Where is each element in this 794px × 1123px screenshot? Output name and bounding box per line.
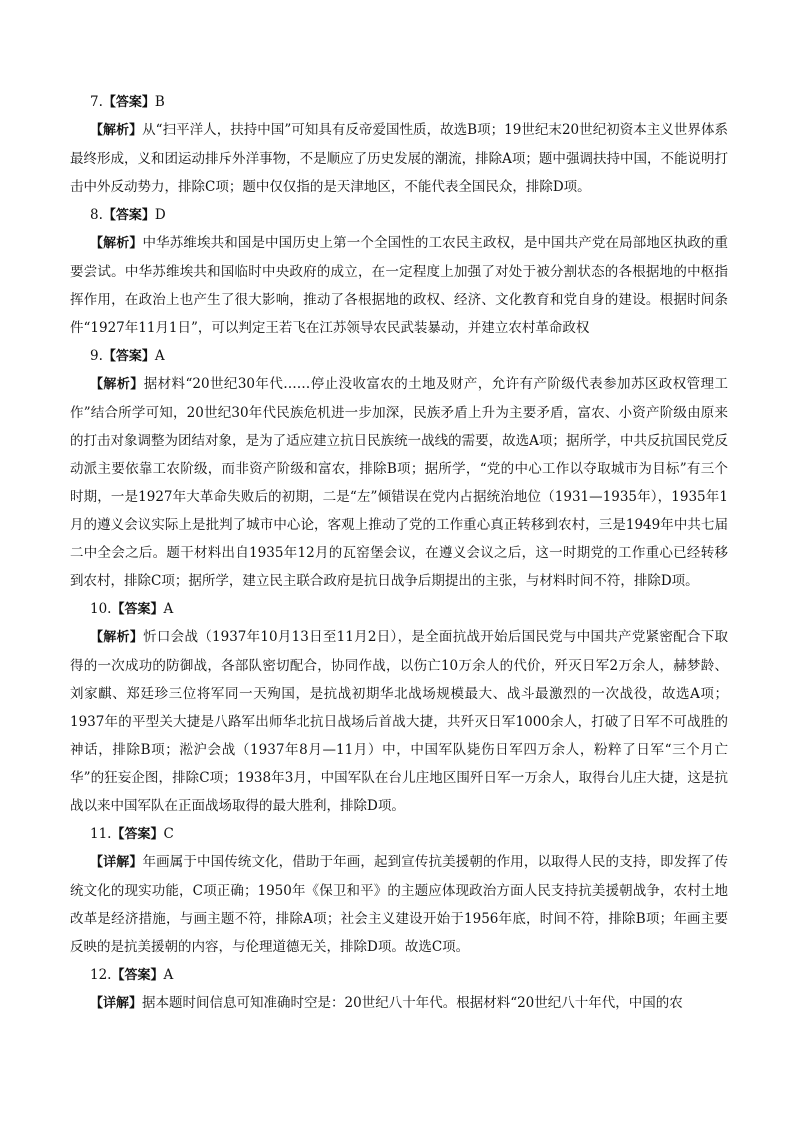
answer-line [70,595,728,623]
answer-choice: D [154,207,166,223]
answer-item-10 [70,595,728,820]
answer-line [70,88,728,116]
explanation-text: 忻口会战（1937年10月13日至11月2日），是全面抗战开始后国民党与中国共产党紧密配合下取得的一次成功的防御战，各部队密切配合，协同作战，以伤亡10万余人的代价，歼灭日军2万余人，赫梦龄、刘家麒、郑廷珍三位将军同一天殉国，是抗战初期华北战场规模最大、战斗最激烈的一次战役，故选A项；1937年的平型关大捷是八路军出师华北抗日战场后首战大捷，共歼灭日军1000余人，打破了日军不可战胜的神话，排除B项；淞沪会战（1937年8月—11月）中，中国军队毙伤日军四万余人，粉粹了日军“三个月亡华”的狂妄企图，排除C项；1938年3月，中国军队在台儿庄地区围歼日军一万余人，取得台儿庄大捷，这是抗战以来中国军队在正面战场取得的最大胜利，排除D项。 [70,629,728,814]
question-number: 11. [90,826,112,842]
answer-line [70,201,728,229]
answer-tag: 【答案】 [102,95,155,110]
answer-tag: 【答案】 [111,827,164,842]
answer-line [70,961,728,989]
answer-choice: A [163,967,174,983]
explanation-text: 从“扫平洋人，扶持中国”可知具有反帝爱国性质，故选B项；19世纪末20世纪初资本主义世界体系最终形成，义和团运动排斥外洋事物，不是顺应了历史发展的潮流，排除A项；题中强调扶持中国，不能说明打击中外反动势力，排除C项；题中仅仅指的是天津地区，不能代表全国民众，排除D项。 [70,122,728,195]
answer-choice: A [163,601,174,617]
answer-tag: 【答案】 [102,208,155,223]
explanation-text: 据本题时间信息可知准确时空是：20世纪八十年代。根据材料“20世纪八十年代，中国的农 [142,995,683,1011]
answer-line [70,820,728,848]
explanation [70,848,728,961]
answer-tag: 【答案】 [111,968,164,983]
explanation-tag: 【解析】 [90,236,143,251]
explanation-tag: 【详解】 [90,996,143,1011]
question-number: 7. [90,94,103,110]
question-number: 10. [90,601,112,617]
answer-tag: 【答案】 [111,602,164,617]
answer-choice: B [154,94,165,110]
question-number: 8. [90,207,103,223]
explanation-tag: 【解析】 [90,377,144,392]
question-number: 12. [90,967,112,983]
explanation-text: 年画属于中国传统文化，借助于年画，起到宣传抗美援朝的作用，以取得人民的支持，即发挥了传统文化的现实功能，C项正确；1950年《保卫和平》的主题应体现政治方面人民支持抗美援朝战争，农村土地改革是经济措施，与画主题不符，排除A项；社会主义建设开始于1956年底，时间不符，排除B项；年画主要反映的是抗美援朝的内容，与伦理道德无关，排除D项。故选C项。 [70,854,728,955]
answer-item-8 [70,201,728,342]
explanation [70,116,728,201]
answer-tag: 【答案】 [102,349,155,364]
explanation-text: 据材料“20世纪30年代……停止没收富农的土地及财产，允许有产阶级代表参加苏区政权管理工作”结合所学可知，20世纪30年代民族危机进一步加深，民族矛盾上升为主要矛盾，富农、小资产阶级由原来的打击对象调整为团结对象，是为了适应建立抗日民族统一战线的需要，故选A项；据所学，中共反抗国民党反动派主要依靠工农阶级，而非资产阶级和富农，排除B项；据所学，“党的中心工作以夺取城市为目标”有三个时期，一是1927年大革命失败后的初期，二是“左”倾错误在党内占据统治地位（1931—1935年），1935年1月的遵义会议实际上是批判了城市中心论，客观上推动了党的工作重心真正转移到农村，三是1949年中共七届二中全会之后。题干材料出自1935年12月的瓦窑堡会议，在遵义会议之后，这一时期党的工作重心已经转移到农村，排除C项；据所学，建立民主联合政府是抗日战争后期提出的主张，与材料时间不符，排除D项。 [70,376,728,589]
explanation-text: 中华苏维埃共和国是中国历史上第一个全国性的工农民主政权，是中国共产党在局部地区执政的重要尝试。中华苏维埃共和国临时中央政府的成立，在一定程度上加强了对处于被分割状态的各根据地的中枢指挥作用，在政治上也产生了很大影响，推动了各根据地的政权、经济、文化教育和党自身的建设。根据时间条件“1927年11月1日”，可以判定王若飞在江苏领导农民武装暴动，并建立农村革命政权 [70,235,728,336]
explanation [70,989,728,1018]
answer-item-9 [70,342,728,595]
explanation-tag: 【解析】 [90,630,144,645]
answer-choice: C [163,826,174,842]
answer-item-11 [70,820,728,961]
answer-line [70,342,728,370]
answer-item-12 [70,961,728,1018]
question-number: 9. [90,348,103,364]
explanation-tag: 【解析】 [90,123,143,138]
explanation [70,623,728,820]
explanation [70,229,728,342]
explanation [70,370,728,595]
answer-item-7 [70,88,728,201]
answer-choice: A [154,348,165,364]
answer-document [70,88,728,1018]
explanation-tag: 【详解】 [90,855,143,870]
